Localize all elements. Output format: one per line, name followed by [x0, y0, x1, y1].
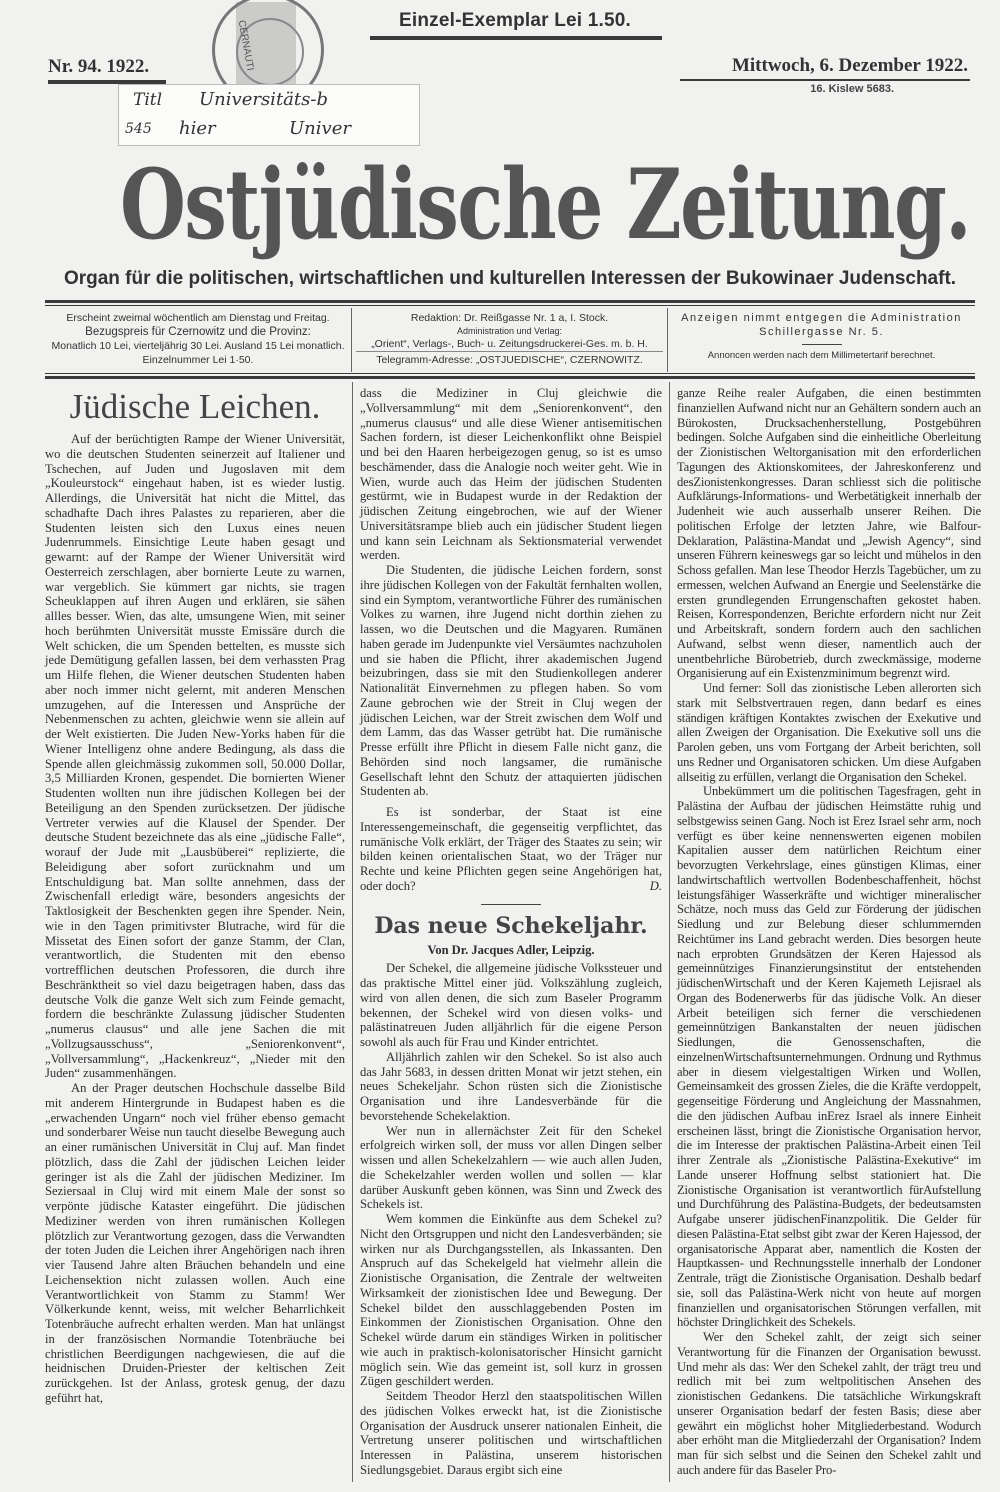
paragraph: Wem kommen die Einkünfte aus dem Schekel zu? Nicht den Ortsgruppen und nicht den Landesverbänden; sie wirken nur als Durchgangsstellen, als Inkassanten. Den Anspruch auf das Schekelgeld hat vielmehr allein die Zionistische Organisation, die Zentrale der weltweiten Wirksamkeit der zionistischen Idee und Bewegung. Der Schekel bildet den ausschlaggebenden Posten im Einkommen der Zionistischen Organisation. Ohne den Schekel würde darum ein ständiges Wirken in politischer wie auch in praktisch-kolonisatorischer Hinsicht garnicht möglich sein. Wie das gemeint ist, soll kurz in grossen Zügen geschildert werden.: [360, 1212, 662, 1389]
rule: [45, 373, 975, 374]
info-line: Monatlich 10 Lei, vierteljährig 30 Lei. Ausland 15 Lei monatlich.: [51, 340, 345, 352]
rule: [802, 344, 842, 345]
paragraph: Alljährlich zahlen wir den Schekel. So ist also auch das Jahr 5683, in dessen dritten Monat wir jetzt stehen, ein neues Schekeljahr. Schon rüsten sich die Zionistische Organisation und ihre Landesverbände für die bevorstehende Schekelaktion.: [360, 1049, 662, 1123]
paragraph: An der Prager deutschen Hochschule dasselbe Bild mit anderem Hintergrunde in Budapest haben es die „erwachenden Ungarn“ noch viel früher ebenso gemacht und sonderbarer Weise nun taucht dieselbe Bewegung auch an einer rumänischen Universität in Cluj auf. Man findet plötzlich, dass die Zahl der jüdischen Leichen leider geringer ist als die Zahl der jüdischen Mediziner. Im Seziersaal in Cluj wird mit einem Male der sonst so verpönte jüdische Kataster eingeführt. Die jüdischen Mediziner werden von ihren rumänischen Kollegen plötzlich zur Verantwortung gezogen, dass die Verwandten der toten Juden die Leichen ihrer Angehörigen nach ihren vier Tausend Jahre alten Bräuchen behandeln und eine Leichensektion nicht zulassen wollen. Auch eine Verantwortlichkeit von Stamm zu Stamm! Wer Völkerkunde kennt, weiss, mit welcher Beharrlichkeit Totenbräuche aufrecht erhalten werden. Man hat unlängst in der französischen Normandie Totenbräuche bei christlichen Beerdigungen nachgewiesen, die auf die heidnischen Druiden-Priester der keltischen Zeit zurückgehen. Ist der Anlass, grotesk genug, der dazu geführt hat,: [45, 1081, 345, 1405]
hebrew-date: 16. Kislew 5683.: [810, 83, 894, 95]
postmark-text: CERNAUTI: [235, 19, 256, 72]
masthead: [120, 150, 970, 262]
rule: [45, 376, 975, 379]
column-rule: [669, 382, 670, 1482]
masthead-title: Ostjüdische Zeitung.: [120, 148, 971, 261]
info-line: Redaktion: Dr. Reißgasse Nr. 1 a, I. Stock.: [410, 312, 609, 324]
divider: [481, 904, 541, 905]
subscription-info: [45, 308, 352, 372]
paragraph: Auf der berüchtigten Rampe der Wiener Universität, wo die deutschen Studenten seinerzeit auf Italiener und Tschechen, auf Juden und Jugoslaven mit dem „Kouleurstock“ eingehaut haben, ist es wieder lustig. Allerdings, die Universität hat nicht die Mittel, das schadhafte Dach ihres Palastes zu reparieren, aber die Studenten leisten sich den Luxus eines neuen Judenrummels. Einsichtige Leute haben gesagt und gewarnt: auf der Rampe der Wiener Universität wird Oesterreich zerschlagen, aber bornierte Leute zu warnen, war vergeblich. Sie kümmert gar nichts, sie tragen Scheuklappen auf ihren Augen und erklären, sie sähen allles besser. Wien, das alte, umsungene Wien, mit seiner hoch berühmten Universität musste Emissäre durch die Welt schicken, die um Spenden bettelten, es musste sich jede Demütigung gefallen lassen, bei dem verhassten Prag um Hilfe flehen, die Wiener deutschen Studenten haben aber noch immer nicht gelernt, mit anderen Menschen umzugehen, auf die Interessen und Ansprüche der Nebenmenschen zu achten, gleichwie wenn sie allein auf der Welt existierten. Die Juden New-Yorks haben für die Wiener Intelligenz ohne andere Bedingung, als dass die Spende allen gleichmässig zukommen soll, 50.000 Dollar, 3,5 Milliarden Kronen, gespendet. Die bornierten Wiener Studenten wollten nun ihre jüdischen Kollegen bei der Beteiligung an den Spenden zurücksetzen. Der jüdische Vertreter verwies auf die Klausel der Spender. Der deutsche Student bezeichnete das als eine „jüdische Falle“, worauf der Jude mit „Lausbüberei“ replizierte, die Beleidigung aber sofort zurücknahm und um Entschuldigung bat. Man sollte annehmen, dass der Zwischenfall erledigt wäre, besonders angesichts der Taktlosigkeit der Beschenkten gegen ihre Spender. Nein, wie in den Tagen primitivster Blutrache, wird für die Missetat des Einen sofort der ganze Stamm, der Clan, verantwortlich, die Studenten mit den ebenso vortrefflichen deutschen Professoren, die durch ihre Beschränktheit so viel dazu beigetragen haben, dass das deutsche Volk die ganze Welt sich zum Feinde gemacht, fordern die beschränkte Zulassung jüdischer Studenten „numerus clausus“ und alle jene Sachen die mit „Vollzugsausschuss“, „Seniorenkonvent“, „Vollversammlung“, „Hackenkreuz“, „Nieder mit den Juden“ zusammenhängen.: [45, 432, 345, 1081]
rule: [680, 79, 970, 81]
advertising-info: [668, 308, 975, 372]
rule: [370, 36, 662, 40]
info-line: „Orient“, Verlags-, Buch- u. Zeitungsdruckerei-Ges. m. b. H.: [371, 338, 648, 350]
article-byline: Von Dr. Jacques Adler, Leipzig.: [427, 942, 595, 957]
article-title: Jüdische Leichen.: [69, 387, 321, 426]
info-line: Annoncen werden nach dem Millimetertarif berechnet.: [707, 350, 936, 361]
paragraph: Der Schekel, die allgemeine jüdische Volkssteuer und das praktische Mittel einer jüd. Volkszählung zugleich, wird von allen denen, die sich zum Baseler Programm bekennen, der Schekel wird von diesen volks- und palästinatreuen Juden alljährlich für die eigene Person sowohl als auch für Frau und Kinder entrichtet.: [360, 961, 662, 1049]
column-3: [677, 386, 981, 1478]
paragraph: Und ferner: Soll das zionistische Leben allerorten sich stark mit Selbstvertrauen regen, dann bedarf es eines ständigen kräftigen Kontaktes zwischen der Exekutive und allen Zweigen der Organisation. Die Exekutive soll uns die Parolen geben, uns vom Fortgang der Arbeit berichten, soll uns Redner und Organisatoren schicken. Um diese Aufgaben allseitig zu erfüllen, verlangt die Organisation den Schekel.: [677, 681, 981, 784]
info-line: Bezugspreis für Czernowitz und die Provinz:: [85, 326, 311, 338]
info-line: Anzeigen nimmt entgegen die Administration: [681, 312, 962, 324]
paragraph: ganze Reihe realer Aufgaben, die einen bestimmten finanziellen Aufwand nicht nur an Gehältern sondern auch an Bürokosten, Drucksachenherstellung, Postgebühren bedingen. Solche Aufgaben sind die einheitliche Oberleitung der Zionistischen Weltorganisation mit den erforderlichen Tagungen des Aktionskomitees, der Jahreskonferenz und desZionistenkongresses. Daran schliesst sich die politische Aufklärungs-Informations- und Werbetätigkeit innerhalb der Judenheit wie auch ausserhalb unserer Reihen. Die politischen Erfolge der letzten Jahre, wie Balfour-Deklaration, Palästina-Mandat und „Jewish Agency“, sind unseren Führern keineswegs gar so leicht und mühelos in den Schoss gefallen. Man lese Theodor Herzls Tagebücher, um zu ermessen, welchen Aufwand an Energie und Seelenstärke die ersten grundlegenden Errungenschaften gekostet haben. Reisen, Korrespondenzen, Berichte erfordern nicht nur Zeit und Arbeitskraft, sondern fordern auch den sachlichen Aufwand, selbst wenn dieser, namentlich auch der unentbehrliche Bürobetrieb, durch zweckmässige, moderne Organisierung auf ein Existenzminimum begrenzt wird.: [677, 386, 981, 681]
info-line: Schillergasse Nr. 5.: [759, 326, 884, 338]
paragraph: Seitdem Theodor Herzl den staatspolitischen Willen des jüdischen Volkes erweckt hat, ist die Zionistische Organisation der Ausdruck unserer nationalen Einheit, die Vertretung unserer politischen und wirtschaftlichen Interessen in Palästina, unserem historischen Siedlungsgebiet. Daraus ergibt sich eine: [360, 1389, 662, 1477]
paragraph: Wer nun in allernächster Zeit für den Schekel erfolgreich wirken soll, der muss vor allen Dingen selber wissen und allen Schekelzahlern — wie auch allen Juden, die Schekelzahler werden wollen und sollen — klar darüber Auskunft geben können, was Sinn und Zweck des Schekels ist.: [360, 1123, 662, 1212]
handwriting: 545: [125, 121, 152, 137]
handwriting: Titl: [133, 90, 163, 110]
handwriting: hier: [179, 118, 216, 139]
column-rule: [352, 382, 353, 1482]
column-1: [45, 386, 345, 1406]
editorial-info: [352, 308, 668, 372]
paragraph: dass die Mediziner in Cluj gleichwie die „Vollversammlung“ mit dem „Seniorenkonvent“, den „numerus clausus“ und alle diese Wiener antisemitischen Sachen fordern, ist dieser Leichenkonflikt ohne Beispiel und bei den Haaren herbeigezogen genug, so ist es umso beschämender, dass die Analogie noch weiter geht. Wie in Wien, wurde auch das Heim der jüdischen Studenten gestürmt, wie in Budapest wurde in der Redaktion der jüdischen Zeitung eingebrochen, wie auf der Wiener Universitätsrampe blieb auch ein jüdischer Student liegen und kann sein Leichnam als Sektionsmaterial verwendet werden.: [360, 386, 662, 563]
info-band: [45, 308, 975, 372]
handwriting: Univer: [289, 118, 351, 139]
info-line: Einzelnummer Lei 1·50.: [142, 354, 254, 366]
paragraph: Unbekümmert um die politischen Tagesfragen, geht in Palästina der Aufbau der jüdischen Heimstätte ruhig und selbstgewiss seinen Gang. Noch ist Erez Israel sehr arm, noch verfügt es über keine nennenswerten eigenen mobilen Kapitalien ausser dem natürlichen Reichtum einer bevorzugten Verkehrslage, eines günstigen Klimas, einer landwirtschaftlich wertvollen Bodenbeschaffenheit, höchst leistungsfähiger Wasserkräfte und wichtiger mineralischer Schätze, noch muss das Geld zur Förderung der jüdischen Siedlung und zur Belebung dieser schlummernden Reichtümer ins Land gebracht werden. Dies besorgen heute nach erprobten Grundsätzen der Keren Hajessod als gemeinnütziges Finanzierungsinstitut der entstehenden jüdischenWirtschaft und der Keren Kajemeth Lejisrael als Organ des Bodenerwerbs für das jüdische Volk. An dieser Arbeit beteiligen sich ferner die verschiedenen gemeinnützigen Bankanstalten der neuen jüdischen Siedlungen, die Genossenschaften, die einzelnenWirtschaftsunternehmungen. Ordnung und Rythmus aber in diesem vielgestaltigen Wirken und Wollen, Gemeinsamkeit des grossen Zieles, die die Kräfte verdoppelt, gegenseitige Förderung und Angleichung der Massnahmen, die den jüdischen Aufbau inErez Israel als innere Einheit erscheinen lässt, bringt die Zionistische Organisation hervor, die im Interesse der praktischen Palästina-Arbeit einen Teil ihrer Zentrale als „Zionistische Palästina-Exekutive“ im Lande unserer Hoffnung selbst stationiert hat. Die Zionistische Organisation ist verantwortlich fürAufstellung und Durchführung des Palästina-Budgets, der bedeutsamsten Aufgabe unserer jüdischenFinanzpolitik. Die Gelder für diesen Palästina-Etat selbst gibt zwar der Keren Hajessod, der organisatorische Apparat aber, namentlich die Kosten der Hauptkassen- und Rechnungsstelle innerhalb der Londoner Zentrale, trägt die Zionistische Organisation. Deshalb bedarf sie, soll das Palästina-Werk nicht von heute auf morgen finanziellen und organisatorischen Störungen verfallen, mit höchster Dringlichkeit des Schekels.: [677, 784, 981, 1330]
handwriting: Universitäts-b: [199, 89, 328, 110]
info-line: Administration und Verlag:: [456, 326, 563, 336]
paragraph: [360, 805, 662, 894]
rule: [45, 300, 975, 303]
masthead-subtitle-box: [48, 268, 972, 294]
paragraph: Wer den Schekel zahlt, der zeigt sich seiner Verantwortung für die Finanzen der Organisation bewusst. Und mehr als das: Wer den Schekel zahlt, der trägt treu und redlich mit bei zum weltpolitischen Ansehen des zionistischen Gedankens. Die tatsächliche Wirkungskraft unserer Organisation bedarf der festen Basis; diese aber gewährt ein möglichst hoher Mitgliederbestand. Wodurch aber erhöht man die Mitgliederzahl der Organisation? Indem man für sich selbst und die Seinen den Schekel zahlt und auch andere für das Baseler Pro-: [677, 1330, 981, 1477]
address-label: [118, 84, 420, 146]
paragraph: Die Studenten, die jüdische Leichen fordern, sonst ihre jüdischen Kollegen von der Fakultät fernhalten wollen, sind ein Symptom, verantwortliche Führer des rumänischen Volkes zu warnen, ihre Jugend nicht dorthin ziehen zu lassen, wo die Deutschen und die Magyaren. Rumänen haben gerade im Judenpunkte viel Versäumtes nachzuholen und sie haben die Pflicht, ihrer akademischen Jugend beizubringen, dass sie mit den Studienkollegen anderer Nationalität Einvernehmen zu pflegen haben. So vom Zaune gebrochen wie der Streit in Cluj wegen der jüdischen Leichen, war der Streit zwischen dem Wolf und dem Lamm, das das Wasser getrübt hat. Die rumänische Presse erfüllt ihre Pflicht in diesem Falle nicht ganz, die Behörden sind noch langsamer, die rumänische Gesellschaft lehnt den Schutz der attaquierten jüdischen Studenten ab.: [360, 563, 662, 799]
article-title: Das neue Schekeljahr.: [374, 912, 648, 939]
issue-number: Nr. 94. 1922.: [48, 56, 150, 77]
masthead-subtitle: Organ für die politischen, wirtschaftlichen und kulturellen Interessen der Bukowinaer Judenschaft.: [63, 268, 957, 289]
author-signature: D.: [649, 878, 662, 893]
rule: [45, 305, 975, 306]
info-line: Erscheint zweimal wöchentlich am Dienstag und Freitag.: [66, 312, 330, 324]
column-2: [360, 386, 662, 1478]
single-copy-price: Einzel-Exemplar Lei 1.50.: [398, 10, 632, 31]
info-line: Telegramm-Adresse: „OSTJUEDISCHE“, CZERNOWITZ.: [356, 351, 663, 367]
paragraph-text: Es ist sonderbar, der Staat ist eine Interessengemeinschaft, die gegenseitig verpflichtet, das rumänische Volk erklärt, der Träger des Staates zu sein; wir bilden keinen orientalischen Staat, wo der Träger nur Rechte und keine Pflichten gegen seine Angehörigen hat, oder doch?: [360, 805, 662, 893]
issue-date: Mittwoch, 6. Dezember 1922.: [731, 55, 968, 76]
